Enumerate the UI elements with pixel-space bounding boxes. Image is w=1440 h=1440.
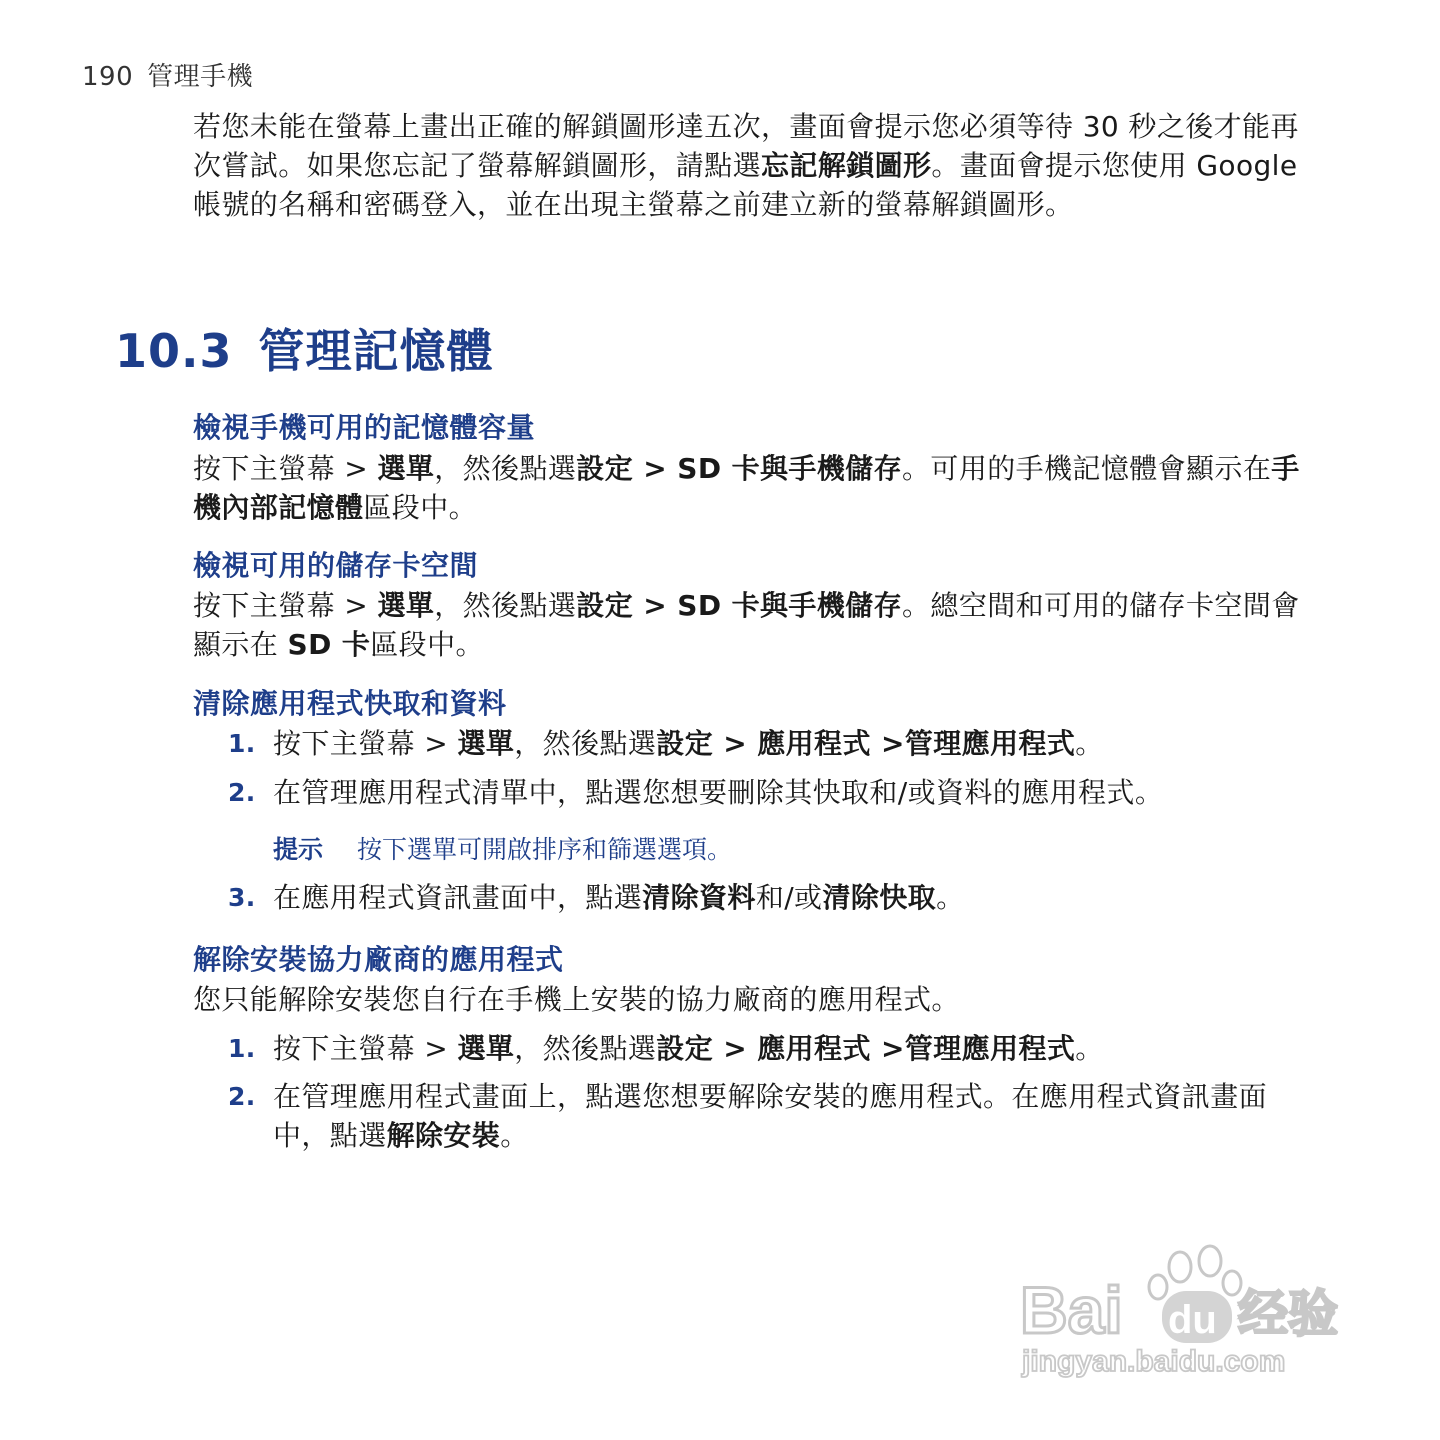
step-text (273, 878, 1308, 917)
sub1-text-1: 按下主螢幕 > (193, 452, 378, 485)
step-text (273, 1029, 1308, 1068)
s4s2-text-1: 在管理應用程式畫面上，點選您想要解除安裝的應用程式。在應用程式資訊畫面中，點選 (273, 1080, 1268, 1152)
step-text (273, 724, 1308, 763)
subheading-clear-cache: 清除應用程式快取和資料 (193, 687, 507, 720)
s3s3-text-1: 在應用程式資訊畫面中，點選 (273, 881, 643, 914)
sub1-text-3: ，然後點選 (434, 452, 577, 485)
subheading-phone-memory: 檢視手機可用的記憶體容量 (193, 411, 536, 444)
s3s1-text-3: ，然後點選 (514, 727, 657, 760)
sub1-text-2: 選單 (377, 452, 435, 485)
step-number: 3. (228, 883, 256, 912)
sub1-text-4: 設定 > SD 卡與手機儲存 (576, 452, 903, 485)
step-number: 2. (228, 1082, 256, 1111)
uninstall-intro: 您只能解除安裝您自行在手機上安裝的協力廠商的應用程式。 (193, 983, 960, 1016)
sub2-text-1: 按下主螢幕 > (193, 589, 378, 622)
page-number: 190 (82, 62, 134, 92)
sub1-text-5: 。可用的手機記憶體會顯示在 (902, 452, 1272, 485)
storage-card-paragraph (193, 586, 1308, 664)
sub2-text-4: 設定 > SD 卡與手機儲存 (576, 589, 903, 622)
s4s2-text-3: 。 (500, 1119, 529, 1152)
chapter-title: 管理手機 (147, 62, 254, 92)
s3s1-text-1: 按下主螢幕 > (273, 727, 458, 760)
s3s1-text-5: 。 (1075, 727, 1104, 760)
clear-cache-step-1 (228, 724, 1308, 763)
s4s1-text-3: ，然後點選 (514, 1032, 657, 1065)
clear-cache-step-3 (228, 878, 1308, 917)
clear-cache-step-2 (228, 773, 1308, 812)
baidu-watermark-logo (1020, 1225, 1360, 1385)
step-text (273, 1077, 1308, 1155)
subheading-storage-card: 檢視可用的儲存卡空間 (193, 549, 479, 582)
s3s3-text-4: 清除快取 (822, 881, 937, 914)
intro-text-1: 若您未能在螢幕上畫出正確的解鎖圖形達五次，畫面會提示您必須等待 30 秒之後才能再次嘗試。如果您忘記了螢幕解鎖圖形，請點選 (193, 110, 1299, 182)
watermark-du: du (1168, 1298, 1217, 1342)
tip-text: 按下選單可開啟排序和篩選選項。 (357, 835, 733, 864)
step-number: 2. (228, 778, 256, 807)
section-title: 管理記憶體 (258, 324, 494, 378)
sub2-text-2: 選單 (377, 589, 435, 622)
sub2-text-3: ，然後點選 (434, 589, 577, 622)
sub2-text-5: 。總空間和可用的儲存卡空間會顯示在 (193, 589, 1300, 661)
sub2-text-7: 區段中。 (370, 628, 484, 661)
s3s3-text-5: 。 (936, 881, 965, 914)
sub1-text-6: 手機內部記憶體 (193, 452, 1300, 524)
phone-memory-paragraph (193, 449, 1308, 527)
s4s1-text-4: 設定 > 應用程式 >管理應用程式 (656, 1032, 1076, 1065)
intro-text-2: 忘記解鎖圖形 (761, 149, 932, 182)
s4s1-text-2: 選單 (457, 1032, 515, 1065)
s4s1-text-5: 。 (1075, 1032, 1104, 1065)
intro-paragraph (193, 107, 1308, 224)
uninstall-step-1 (228, 1029, 1308, 1068)
step-number: 1. (228, 1034, 256, 1063)
uninstall-step-2 (228, 1077, 1308, 1155)
s3s3-text-3: 和/或 (755, 881, 823, 914)
step-number: 1. (228, 729, 256, 758)
s4s2-text-2: 解除安裝 (386, 1119, 501, 1152)
s3s1-text-2: 選單 (457, 727, 515, 760)
s4s1-text-1: 按下主螢幕 > (273, 1032, 458, 1065)
tip-label: 提示 (273, 835, 324, 864)
tip-note (273, 832, 732, 868)
section-number: 10.3 (115, 324, 233, 378)
sub1-text-7: 區段中。 (363, 491, 478, 524)
intro-text-3: 。畫面會提示您使用 Google 帳號的名稱和密碼登入，並在出現主螢幕之前建立新的螢幕解鎖圖形。 (193, 149, 1298, 221)
s3s3-text-2: 清除資料 (642, 881, 756, 914)
section-heading (115, 315, 494, 381)
sub2-text-6: SD 卡 (287, 628, 371, 661)
subheading-uninstall: 解除安裝協力廠商的應用程式 (193, 943, 564, 976)
watermark-url: jingyan.baidu.com (1022, 1345, 1286, 1378)
step-text: 在管理應用程式清單中，點選您想要刪除其快取和/或資料的應用程式。 (273, 776, 1164, 809)
s3s1-text-4: 設定 > 應用程式 >管理應用程式 (656, 727, 1076, 760)
watermark-cn: 经验 (1238, 1285, 1338, 1343)
page-header (82, 56, 253, 93)
watermark-brand: Bai (1020, 1273, 1123, 1347)
